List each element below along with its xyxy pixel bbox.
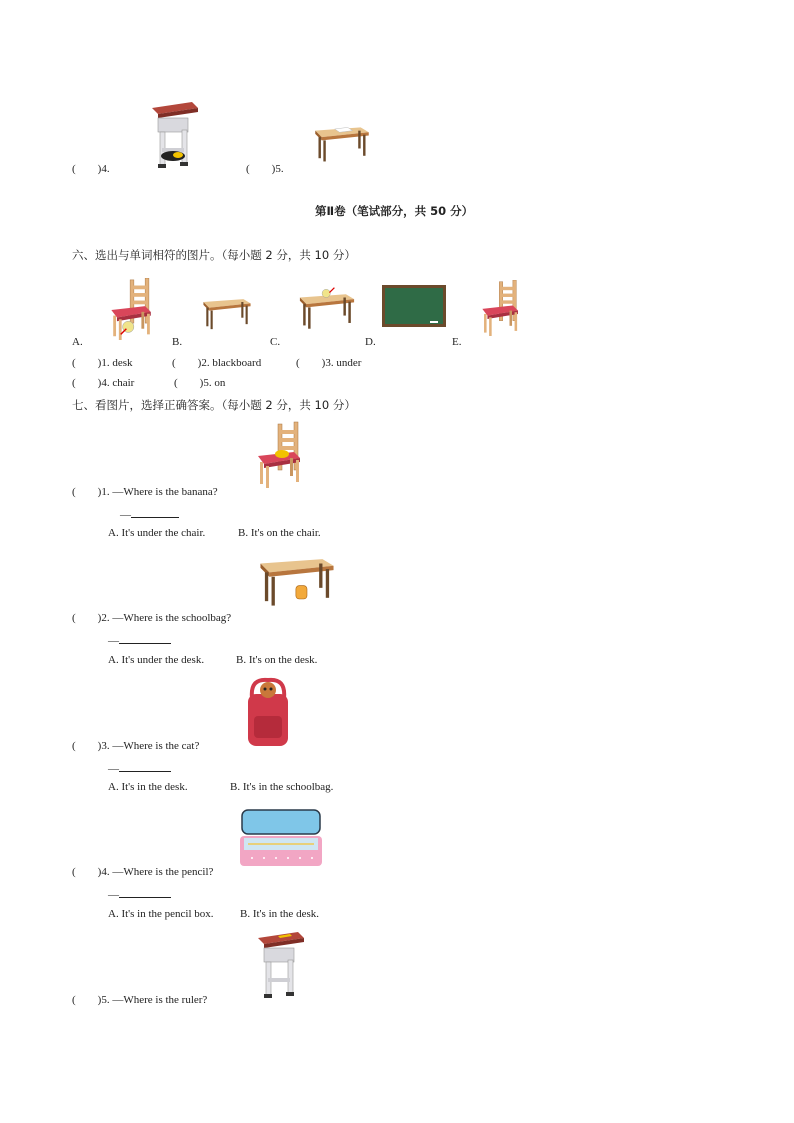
chair-with-banana-picture [252,420,308,495]
section7-heading: 七、看图片，选择正确答案。（每小题 2 分，共 10 分） [72,398,356,412]
metal-desk-with-ruler-picture [248,930,308,1005]
section7-q4: ( )4. —Where is the pencil? [72,866,214,878]
option-e-label: E. [452,336,462,348]
section7-q3-answer-line: — [108,761,171,776]
section7-q3-option-a: A. It's in the desk. [108,781,188,793]
section6-item-1: ( )1. desk [72,357,133,369]
option-c-label: C. [270,336,281,348]
section7-q1: ( )1. —Where is the banana? [72,486,218,498]
section6-item-5: ( )5. on [174,377,226,389]
option-b-desk-picture [198,292,256,337]
option-c-desk-with-ball-picture [296,286,358,337]
section7-q2: ( )2. —Where is the schoolbag? [72,612,232,624]
section7-q2-option-b: B. It's on the desk. [236,654,318,666]
option-d-label: D. [365,336,376,348]
section7-q5: ( )5. —Where is the ruler? [72,994,208,1006]
option-b-label: B. [172,336,183,348]
section7-q1-option-b: B. It's on the chair. [238,527,321,539]
schoolbag-with-cat-picture [242,676,294,753]
pencil-box-picture [238,806,324,873]
section7-q1-option-a: A. It's under the chair. [108,527,206,539]
section7-q1-answer-line: — [120,507,179,522]
section6-item-3: ( )3. under [296,357,362,369]
option-e-chair-picture [476,280,526,341]
desk-with-book-picture [312,114,372,175]
desk-with-schoolbag-underneath-picture [250,548,344,615]
section6-item-4: ( )4. chair [72,377,135,389]
option-a-chair-with-ball-picture [104,278,160,345]
question-5-label: ( )5. [246,163,284,175]
section7-q2-answer-line: — [108,633,171,648]
section7-q4-answer-line: — [108,887,171,902]
section7-q4-option-a: A. It's in the pencil box. [108,908,214,920]
option-d-blackboard-picture [382,285,446,332]
section7-q2-option-a: A. It's under the desk. [108,654,205,666]
section6-heading: 六、选出与单词相符的图片。（每小题 2 分，共 10 分） [72,248,356,262]
section6-item-2: ( )2. blackboard [172,357,262,369]
option-a-label: A. [72,336,83,348]
section7-q3: ( )3. —Where is the cat? [72,740,200,752]
part2-title: 第Ⅱ卷（笔试部分，共 50 分） [315,204,474,218]
metal-desk-with-cap-picture [142,100,202,175]
question-4-label: ( )4. [72,163,110,175]
section7-q3-option-b: B. It's in the schoolbag. [230,781,334,793]
section7-q4-option-b: B. It's in the desk. [240,908,319,920]
